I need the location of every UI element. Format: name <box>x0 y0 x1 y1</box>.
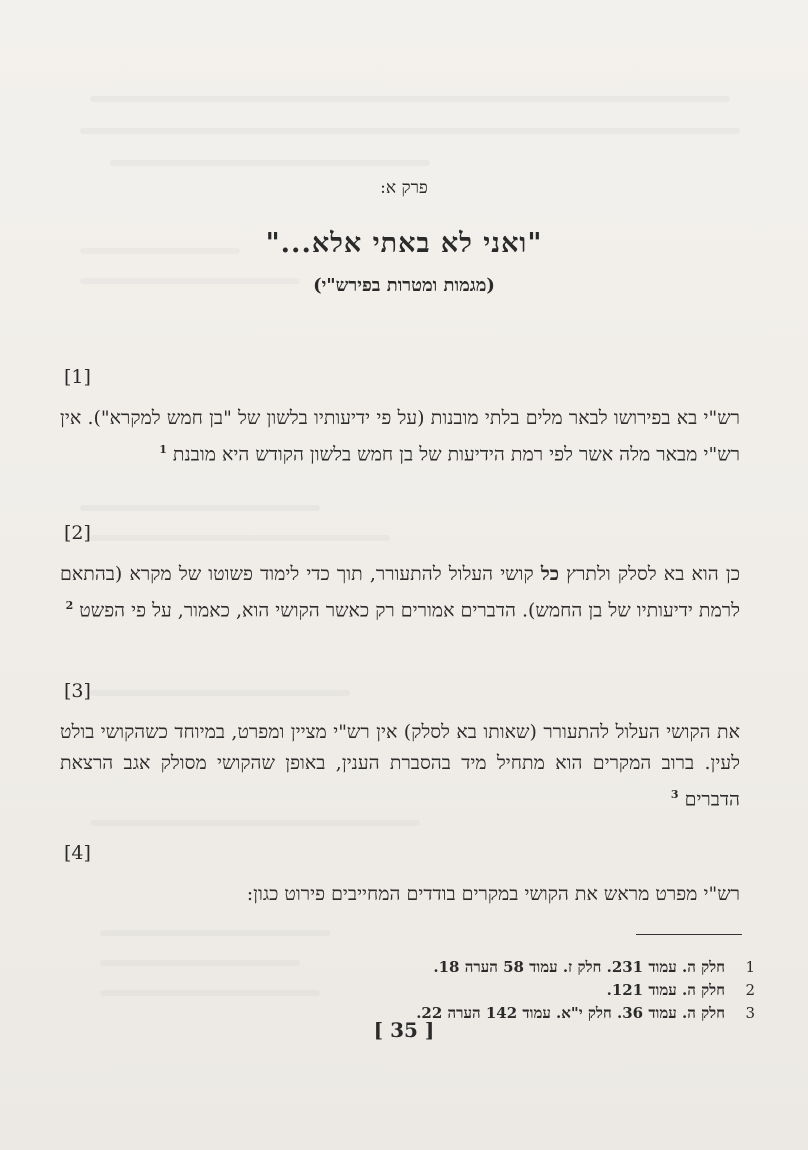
section-number: [4] <box>64 842 91 864</box>
footnote-text: חלק ה. עמוד 36. חלק י"א. עמוד 142 הערה 22. <box>416 1004 725 1022</box>
section-text-cont: קושי העלול להתעורר, תוך כדי לימוד פשוטו של מקרא (בהתאם לרמת ידיעותיו של בן החמש). הדברים אמורים רק כאשר הקושי הוא, כאמור, על פי הפשט <box>60 563 740 622</box>
footnote-ref[interactable]: 1 <box>159 443 167 456</box>
section-number: [1] <box>64 366 91 388</box>
footnote-item <box>340 956 755 979</box>
section-3 <box>60 676 740 815</box>
footnote-divider <box>636 934 742 935</box>
section-emphasis: כל <box>540 563 560 585</box>
section-number: [2] <box>64 522 91 544</box>
section-number: [3] <box>64 680 91 702</box>
footnote-ref[interactable]: 3 <box>670 788 679 801</box>
footnote-number: 1 <box>745 958 755 976</box>
section-text: רש"י בא בפירושו לבאר מלים בלתי מובנות (על פי ידיעותיו בלשון של "בן חמש למקרא"). אין רש"י מבאר מלה אשר לפי רמת הידיעות של בן חמש בלשון הקודש היא מובנת <box>60 407 740 466</box>
section-1 <box>60 362 740 470</box>
chapter-heading: פרק א: <box>380 178 428 198</box>
page-number: [ 35 ] <box>373 1018 435 1042</box>
section-text: את הקושי העלול להתעורר (שאותו בא לסלק) אין רש"י מציין ומפרט, במיוחד כשהקושי בולט לעין. ברוב המקרים הוא מתחיל מיד בהסברת הענין, באופן שהקושי מסולק אגב הרצאת הדברים <box>60 721 740 811</box>
footnote-item <box>340 979 755 1002</box>
footnote-ref[interactable]: 2 <box>65 599 74 612</box>
section-2 <box>60 518 740 626</box>
footnotes <box>340 956 755 1025</box>
footnote-number: 3 <box>745 1004 755 1022</box>
section-text: כן הוא בא לסלק ולתרץ <box>566 563 740 585</box>
chapter-subtitle: (מגמות ומטרות בפירש"י) <box>313 275 495 296</box>
footnote-text: חלק ה. עמוד 121. <box>606 981 725 999</box>
section-4 <box>60 838 740 910</box>
footnote-text: חלק ה. עמוד 231. חלק ז. עמוד 58 הערה 18. <box>433 958 725 976</box>
section-text: רש"י מפרט מראש את הקושי במקרים בודדים המחייבים פירוט כגון: <box>246 883 740 905</box>
footnote-number: 2 <box>745 981 755 999</box>
chapter-title: "ואני לא באתי אלא..." <box>265 228 543 259</box>
